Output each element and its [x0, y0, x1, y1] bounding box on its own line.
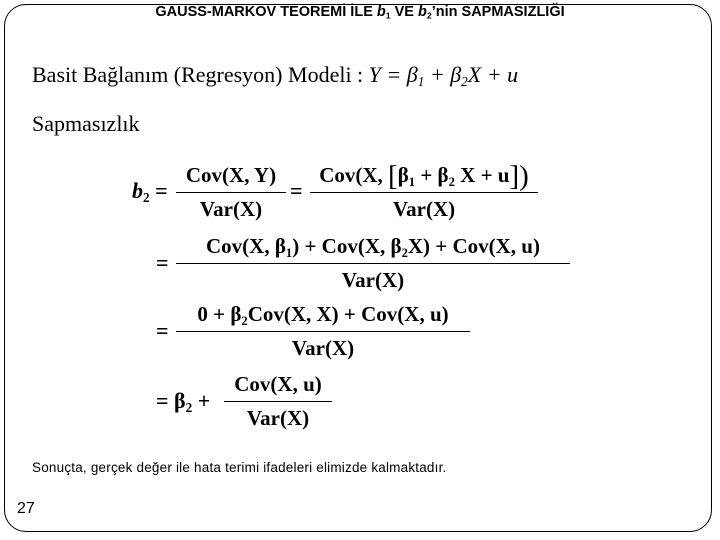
model-beta2-sub: 2 [461, 73, 468, 89]
model-line [32, 62, 518, 88]
model-u: u [507, 62, 519, 87]
fraction-bar [176, 331, 470, 332]
title-b2-sub: 2 [426, 10, 432, 21]
step4-part-a: 0 + β [197, 302, 242, 326]
step3-eq-sign: = [156, 250, 169, 275]
fraction-bar [224, 401, 332, 402]
step3-part-a: Cov(X, β [206, 234, 286, 258]
model-label: Basit Bağlanım (Regresyon) Modeli : [32, 62, 364, 87]
step2-eq-sign: = [290, 178, 303, 203]
model-x: X [467, 62, 482, 87]
step3-part-b-sub: 2 [401, 245, 408, 260]
step2-x-plus-u: X + u [460, 163, 510, 187]
step2-beta1-sub: 1 [408, 174, 416, 189]
model-y: Y [368, 62, 381, 87]
fraction-step3 [176, 234, 570, 292]
step4-denominator: Var(X) [291, 336, 355, 360]
step3-part-c: X) + Cov(X, u) [407, 234, 540, 258]
model-beta1: β [406, 62, 418, 87]
fraction-step2 [310, 160, 538, 221]
lhs-b2 [132, 178, 168, 204]
step3-numerator [176, 234, 570, 258]
step1-numerator: Cov(X, Y) [185, 163, 277, 187]
lhs-b: b [132, 178, 143, 203]
section-heading: Sapmasızlık [32, 111, 140, 136]
step3-denominator: Var(X) [341, 268, 405, 292]
step2-beta2-sub: 2 [448, 174, 455, 189]
step2-plus: + [420, 163, 433, 187]
step5-beta2: = β [156, 388, 186, 413]
title-lead: GAUSS-MARKOV TEOREMİ İLE [155, 4, 373, 20]
fraction-step4 [176, 302, 470, 360]
step2-beta1: β [397, 163, 409, 187]
step5-plus: + [197, 388, 211, 413]
step2-cov: Cov(X, [319, 163, 383, 187]
fraction-step1 [176, 163, 286, 221]
model-plus2: + [486, 62, 502, 87]
slide-title [0, 4, 720, 20]
step2-beta2: β [437, 163, 449, 187]
step3-part-b: ) + Cov(X, β [292, 234, 402, 258]
left-bracket: [ [388, 160, 398, 192]
fraction-bar [176, 263, 570, 264]
step4-numerator [176, 302, 470, 326]
title-mid: VE [394, 4, 414, 20]
lhs-eq-sign: = [155, 178, 168, 203]
title-b1: b [376, 4, 386, 20]
step1-denominator: Var(X) [199, 197, 263, 221]
step5-beta2-sub: 2 [185, 399, 193, 415]
step5-lhs [156, 388, 210, 414]
step4-part-b: Cov(X, X) + Cov(X, u) [247, 302, 449, 326]
step2-numerator [310, 160, 538, 192]
step3-part-a-sub: 1 [285, 245, 293, 260]
lhs-sub: 2 [143, 189, 150, 205]
title-b1-sub: 1 [385, 10, 391, 21]
step2-denominator: Var(X) [392, 197, 456, 221]
fraction-bar [176, 192, 286, 193]
step5-numerator: Cov(X, u) [234, 372, 322, 396]
step5-denominator: Var(X) [246, 406, 310, 430]
right-bracket: ]) [509, 160, 529, 192]
fraction-step5 [224, 372, 332, 430]
model-beta2: β [450, 62, 462, 87]
title-tail: ’nin SAPMASIZLIĞI [431, 4, 565, 20]
model-plus1: + [429, 62, 445, 87]
step4-eq-sign: = [156, 318, 169, 343]
conclusion-text: Sonuçta, gerçek değer ile hata terimi ifadeleri elimizde kalmaktadır. [32, 460, 447, 475]
model-equation [369, 62, 518, 87]
step4-part-a-sub: 2 [241, 313, 248, 328]
model-eq-sign: = [386, 62, 402, 87]
model-beta1-sub: 1 [417, 73, 425, 89]
fraction-bar [310, 192, 538, 193]
page-number: 27 [17, 500, 35, 517]
title-b2: b [418, 4, 427, 20]
